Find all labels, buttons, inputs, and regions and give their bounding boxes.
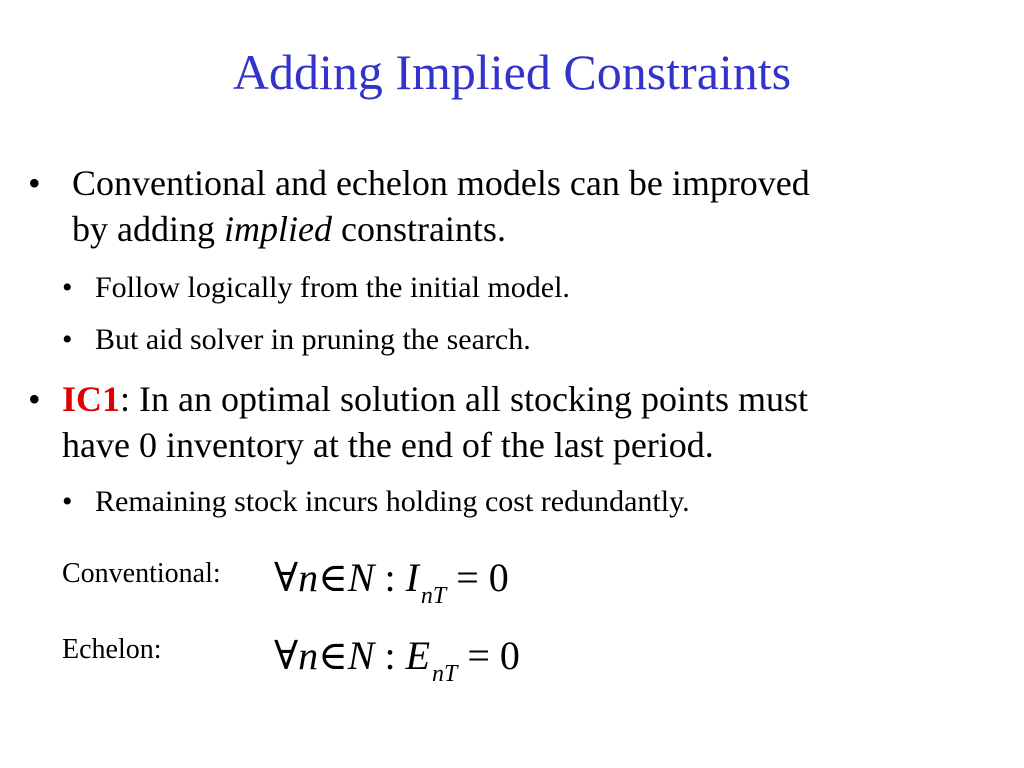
formula-echelon-symbol: E — [405, 633, 430, 678]
sub-bullet-marker: • — [62, 485, 73, 518]
sub-bullet-text: Follow logically from the initial model. — [95, 271, 570, 304]
sub-bullet-text: Remaining stock incurs holding cost redundantly. — [95, 485, 690, 518]
bullet-text-pre: by adding — [72, 209, 224, 249]
bullet-text-line-1 — [62, 376, 808, 422]
formula-label-echelon: Echelon: — [62, 634, 162, 665]
sub-bullet-text: But aid solver in pruning the search. — [95, 323, 531, 356]
element-of-symbol: ∈ — [318, 633, 348, 678]
formula-label-conventional: Conventional: — [62, 558, 221, 589]
bullet-marker: • — [28, 163, 41, 203]
sub-bullet-pruning — [62, 322, 962, 358]
formula-colon: : — [384, 555, 396, 600]
bullet-text-line-2: have 0 inventory at the end of the last period. — [62, 425, 714, 465]
sub-bullet-holding-cost — [62, 484, 962, 520]
bullet-ic1 — [28, 376, 1013, 468]
formula-rhs: = 0 — [456, 555, 509, 600]
element-of-symbol: ∈ — [318, 555, 348, 600]
forall-symbol: ∀ — [274, 555, 299, 600]
bullet-improvement — [28, 160, 1008, 252]
keyword-ic1: IC1 — [62, 379, 121, 419]
slide-title: Adding Implied Constraints — [232, 44, 792, 100]
formula-variable: n — [298, 633, 319, 678]
formula-variable: n — [298, 555, 319, 600]
formula-echelon — [274, 633, 520, 687]
sub-bullet-marker: • — [62, 323, 73, 356]
formula-rhs: = 0 — [467, 633, 520, 678]
bullet-marker: • — [28, 379, 41, 419]
bullet-text-line-2 — [72, 206, 506, 252]
bullet-text-line-1: Conventional and echelon models can be improved — [72, 163, 810, 203]
bullet-text-rest: : In an optimal solution all stocking points must — [120, 379, 808, 419]
bullet-text-post: constraints. — [331, 209, 506, 249]
formula-set: N — [347, 555, 375, 600]
formula-set: N — [347, 633, 375, 678]
formula-colon: : — [384, 633, 396, 678]
forall-symbol: ∀ — [274, 633, 299, 678]
sub-bullet-logical — [62, 270, 962, 306]
sub-bullet-marker: • — [62, 271, 73, 304]
formula-conventional — [274, 555, 509, 609]
formula-inventory-symbol: I — [405, 555, 419, 600]
emphasis-implied: implied — [223, 209, 332, 249]
formula-subscript: nT — [432, 661, 458, 687]
formula-subscript: nT — [420, 583, 447, 609]
